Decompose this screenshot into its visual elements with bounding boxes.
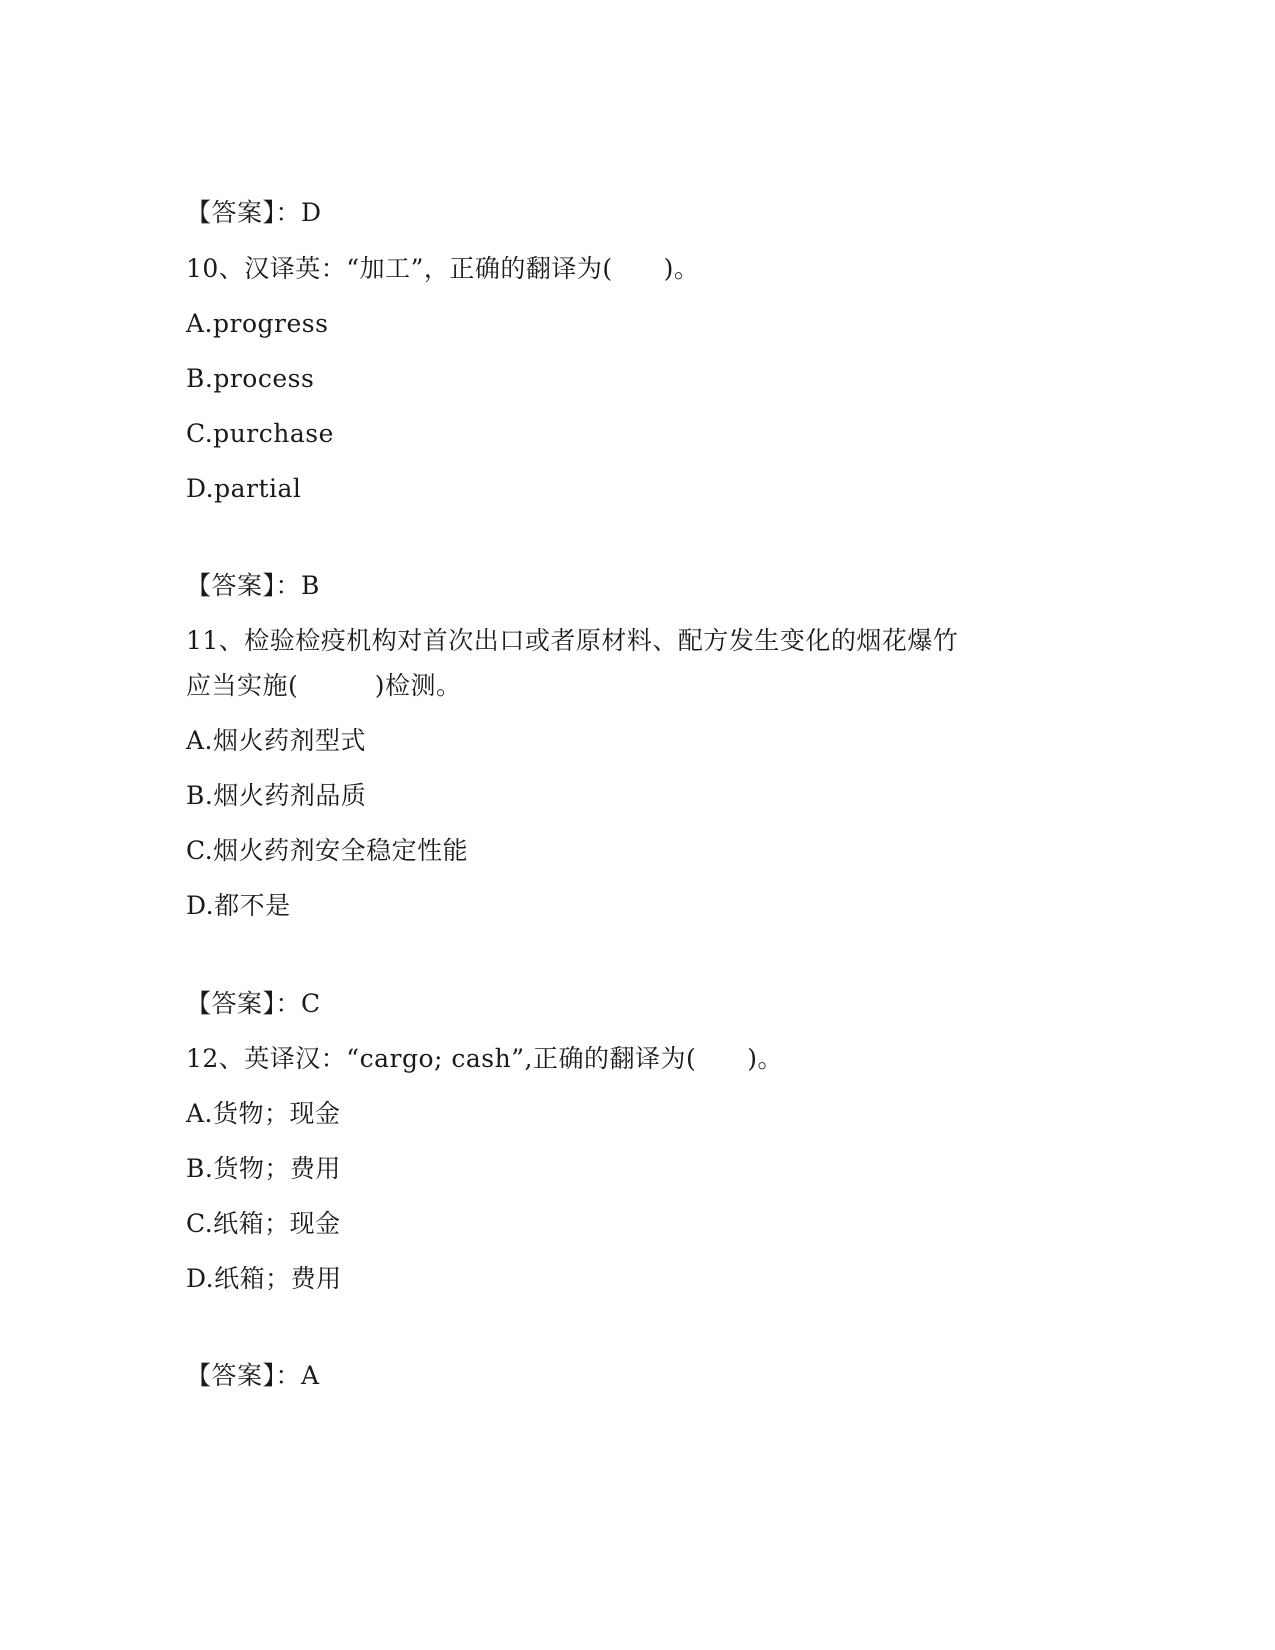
question-11-stem-line2: 应当实施( )检测。 [186,671,462,700]
question-11-option-c: C.烟火药剂安全稳定性能 [186,836,469,865]
question-11-option-b: B.烟火药剂品质 [186,781,367,810]
question-12-option-c: C.纸箱；现金 [186,1209,341,1238]
question-11-stem-line1: 11、检验检疫机构对首次出口或者原材料、配方发生变化的烟花爆竹 [186,626,959,655]
question-12-option-b: B.货物；费用 [186,1154,341,1183]
question-12-option-d: D.纸箱；费用 [186,1264,342,1293]
answer-prev: 【答案】：D [186,198,322,227]
question-10-option-c: C.purchase [186,419,334,448]
question-10-option-b: B.process [186,364,315,393]
question-12-stem: 12、英译汉：“cargo; cash”,正确的翻译为( )。 [186,1044,783,1073]
question-10-answer: 【答案】：B [186,571,320,600]
question-12-option-a: A.货物；现金 [186,1099,341,1128]
question-11-option-a: A.烟火药剂型式 [186,726,367,755]
question-10-option-d: D.partial [186,474,302,503]
question-12-answer: 【答案】：A [186,1361,320,1390]
question-11-option-d: D.都不是 [186,891,291,920]
question-10-option-a: A.progress [186,309,329,338]
question-10-stem: 10、汉译英：“加工”，正确的翻译为( )。 [186,254,700,283]
question-11-answer: 【答案】：C [186,989,321,1018]
